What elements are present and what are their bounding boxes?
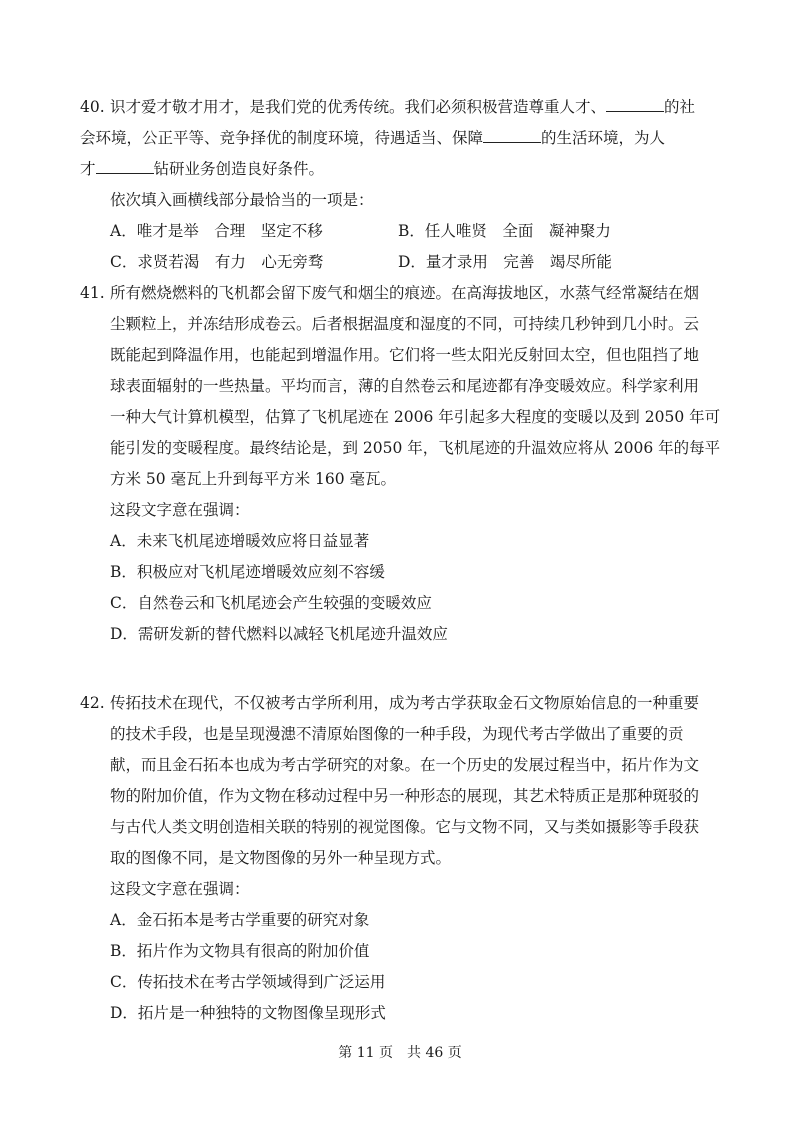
question-line: 球表面辐射的一些热量。平均而言，薄的自然卷云和尾迹都有净变暖效应。科学家利用 (110, 377, 700, 395)
question-number: 42. (80, 694, 105, 712)
option-row (110, 216, 725, 247)
fill-blank (483, 124, 541, 143)
question-42 (80, 688, 725, 1029)
question-line: 取的图像不同，是文物图像的另外一种呈现方式。 (110, 849, 452, 867)
option-d: D．需研发新的替代燃料以减轻飞机尾迹升温效应 (110, 625, 448, 643)
option-b: B．拓片作为文物具有很高的附加价值 (110, 942, 370, 960)
question-line: 献，而且金石拓本也成为考古学研究的对象。在一个历史的发展过程当中，拓片作为文 (110, 756, 700, 774)
question-number: 41. (80, 284, 105, 302)
option-b: B．积极应对飞机尾迹增暖效应刻不容缓 (110, 563, 385, 581)
question-line: 的技术手段，也是呈现漫漶不清原始图像的一种手段，为现代考古学做出了重要的贡 (110, 725, 684, 743)
option-c: C．传拓技术在考古学领域得到广泛运用 (110, 973, 386, 991)
option-c: C．自然卷云和飞机尾迹会产生较强的变暖效应 (110, 594, 432, 612)
question-line: 一种大气计算机模型，估算了飞机尾迹在 2006 年引起多大程度的变暖以及到 2050 年可 (110, 408, 721, 426)
question-line: 方米 50 毫瓦上升到每平方米 160 毫瓦。 (110, 470, 397, 488)
option-d: D．拓片是一种独特的文物图像呈现形式 (110, 1004, 386, 1022)
option-a: A．未来飞机尾迹增暖效应将日益显著 (110, 532, 370, 550)
option-a: A．唯才是举 合理 坚定不移 (110, 222, 323, 240)
question-line: 会环境，公正平等、竞争择优的制度环境，待遇适当、保障 的生活环境，为人 (80, 123, 725, 154)
question-line: 物的附加价值，作为文物在移动过程中另一种形态的展现，其艺术特质正是那种斑驳的 (110, 787, 700, 805)
question-line: 所有燃烧燃料的飞机都会留下废气和烟尘的痕迹。在高海拔地区，水蒸气经常凝结在烟 (110, 284, 700, 302)
option-row (110, 247, 725, 278)
option-b: B．任人唯贤 全面 凝神聚力 (398, 222, 611, 240)
fill-blank (606, 93, 664, 112)
option-c: C．求贤若渴 有力 心无旁骛 (110, 253, 324, 271)
question-line: 能引发的变暖程度。最终结论是，到 2050 年，飞机尾迹的升温效应将从 2006 年的每平 (110, 439, 721, 457)
question-line: 既能起到降温作用，也能起到增温作用。它们将一些太阳光反射回太空，但也阻挡了地 (110, 346, 700, 364)
question-line: 与古代人类文明创造相关联的特别的视觉图像。它与文物不同，又与类如摄影等手段获 (110, 818, 700, 836)
question-line: 尘颗粒上，并冻结形成卷云。后者根据温度和湿度的不同，可持续几秒钟到几小时。云 (110, 315, 700, 333)
question-line: 才 钻研业务创造良好条件。 (80, 154, 725, 185)
question-40 (80, 92, 725, 278)
page-footer: 第 11 页 共 46 页 (338, 1045, 462, 1061)
option-d: D．量才录用 完善 竭尽所能 (398, 253, 612, 271)
question-prompt: 这段文字意在强调： (110, 880, 250, 898)
question-prompt: 这段文字意在强调： (110, 501, 250, 519)
fill-blank (96, 155, 154, 174)
option-a: A．金石拓本是考古学重要的研究对象 (110, 911, 370, 929)
question-line: 传拓技术在现代，不仅被考古学所利用，成为考古学获取金石文物原始信息的一种重要 (110, 694, 700, 712)
question-41 (80, 278, 725, 650)
question-line: 识才爱才敬才用才，是我们党的优秀传统。我们必须积极营造尊重人才、 的社 (110, 92, 725, 123)
question-number: 40. (80, 98, 105, 116)
question-prompt: 依次填入画横线部分最恰当的一项是： (110, 191, 374, 209)
